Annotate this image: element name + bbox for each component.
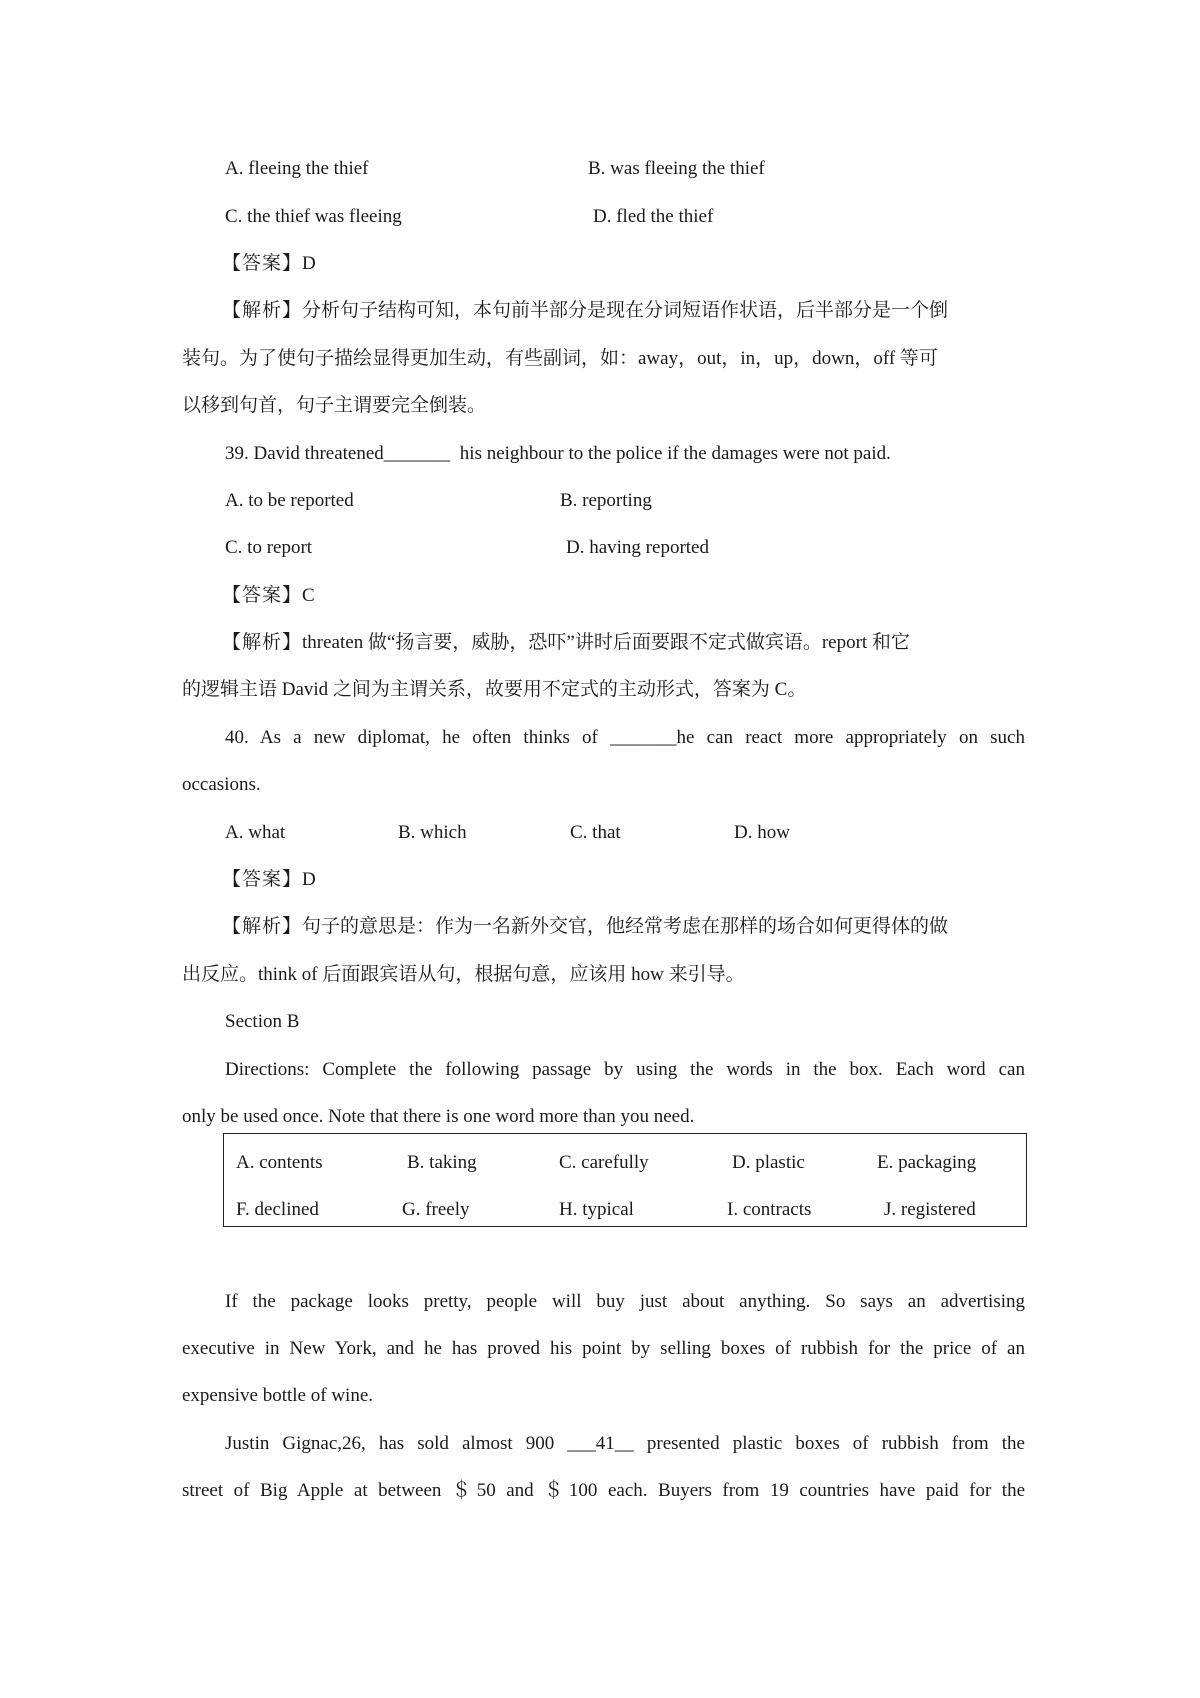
word-option: G. freely <box>402 1199 470 1220</box>
analysis-text: 句子的意思是：作为一名新外交官，他经常考虑在那样的场合如何更得体的做 <box>302 916 949 937</box>
q38-answer <box>222 252 316 276</box>
word-option: H. typical <box>559 1199 634 1220</box>
word-option: D. plastic <box>732 1152 805 1173</box>
directions-line1: Directions: Complete the following passage by using the words in the box. Each word can <box>225 1059 1025 1080</box>
q40-option-d: D. how <box>734 822 790 843</box>
q38-analysis-line1 <box>222 299 948 323</box>
q39-option-c: C. to report <box>225 537 313 558</box>
analysis-label: 【解析】 <box>222 300 303 321</box>
word-box <box>223 1133 1027 1227</box>
q40-stem-line2: occasions. <box>182 774 261 795</box>
passage-p2-line2: street of Big Apple at between ＄50 and ＄100 each. Buyers from 19 countries have paid for the <box>182 1480 1025 1501</box>
word-option: E. packaging <box>877 1152 977 1173</box>
q39-analysis-line2: 的逻辑主语 David 之间为主谓关系，故要用不定式的主动形式，答案为 C。 <box>182 679 807 700</box>
q39-option-d: D. having reported <box>566 537 709 558</box>
analysis-text: 分析句子结构可知，本句前半部分是现在分词短语作状语，后半部分是一个倒 <box>302 300 949 321</box>
q40-option-a: A. what <box>225 822 286 843</box>
word-option: C. carefully <box>559 1152 649 1173</box>
word-option: I. contracts <box>727 1199 812 1220</box>
q40-analysis-line1 <box>222 915 948 939</box>
section-b-title: Section B <box>225 1011 300 1032</box>
analysis-label: 【解析】 <box>222 632 303 653</box>
q40-option-b: B. which <box>398 822 467 843</box>
word-option: J. registered <box>884 1199 976 1220</box>
answer-label: 【答案】 <box>222 869 303 890</box>
q40-stem-line1: 40. As a new diplomat, he often thinks of _______he can react more appropriately on such <box>225 727 1025 748</box>
q38-option-c: C. the thief was fleeing <box>225 206 402 227</box>
q39-answer <box>222 584 315 608</box>
answer-label: 【答案】 <box>222 585 303 606</box>
answer-label: 【答案】 <box>222 253 303 274</box>
q38-analysis-line3: 以移到句首，句子主谓要完全倒装。 <box>182 395 487 416</box>
q38-option-d: D. fled the thief <box>593 206 714 227</box>
analysis-text: threaten 做“扬言要，威胁，恐吓”讲时后面要跟不定式做宾语。report 和它 <box>302 632 910 653</box>
word-option: B. taking <box>407 1152 477 1173</box>
blank-41: ___41__ <box>567 1433 634 1454</box>
q38-analysis-line2: 装句。为了使句子描绘显得更加生动，有些副词，如：away，out，in，up，down，off 等可 <box>182 348 938 369</box>
passage-p2-line1 <box>225 1432 1025 1456</box>
q40-option-c: C. that <box>570 822 621 843</box>
passage-p1-line2: executive in New York, and he has proved his point by selling boxes of rubbish for the price of an <box>182 1338 1025 1359</box>
q40-analysis-line2: 出反应。think of 后面跟宾语从句，根据句意，应该用 how 来引导。 <box>182 964 745 985</box>
q40-answer <box>222 868 316 892</box>
q38-option-a: A. fleeing the thief <box>225 158 369 179</box>
word-option: A. contents <box>236 1152 323 1173</box>
word-option: F. declined <box>236 1199 319 1220</box>
passage-text: Justin Gignac,26, has sold almost 900 <box>225 1433 568 1454</box>
passage-text: presented plastic boxes of rubbish from the <box>633 1433 1025 1454</box>
q39-analysis-line1 <box>222 631 910 655</box>
answer-value: C <box>302 585 315 606</box>
q39-option-b: B. reporting <box>560 490 652 511</box>
q39-stem: 39. David threatened_______ his neighbour to the police if the damages were not paid. <box>225 443 891 464</box>
q39-option-a: A. to be reported <box>225 490 354 511</box>
answer-value: D <box>302 253 316 274</box>
directions-line2: only be used once. Note that there is one word more than you need. <box>182 1106 695 1127</box>
q38-option-b: B. was fleeing the thief <box>588 158 765 179</box>
passage-p1-line3: expensive bottle of wine. <box>182 1385 374 1406</box>
analysis-label: 【解析】 <box>222 916 303 937</box>
answer-value: D <box>302 869 316 890</box>
passage-p1-line1: If the package looks pretty, people will buy just about anything. So says an advertising <box>225 1291 1025 1312</box>
